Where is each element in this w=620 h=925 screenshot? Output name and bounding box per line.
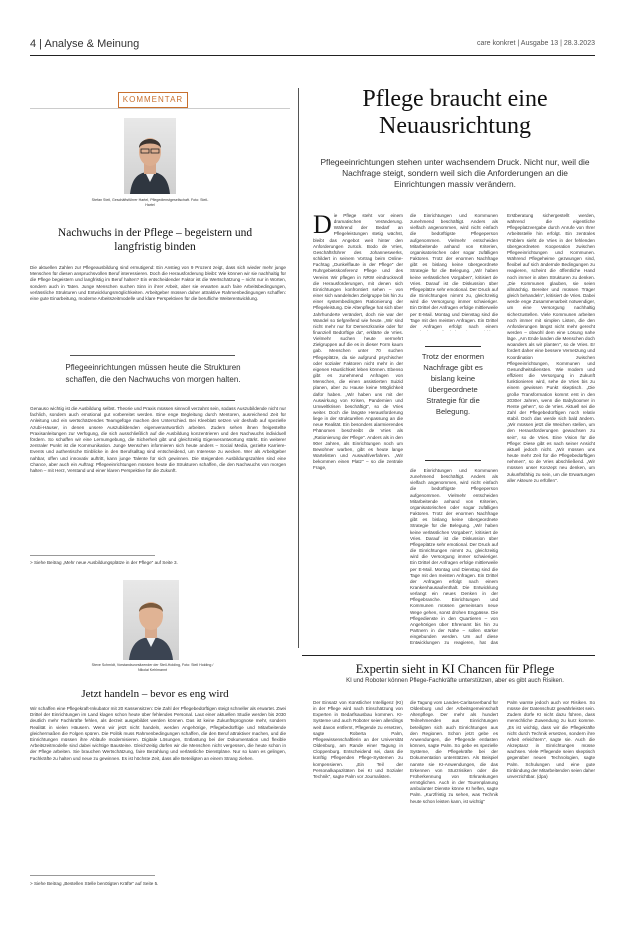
second-comment-headline: Jetzt handeln – bevor es eng wird <box>81 688 229 700</box>
main-article-col1-text: ie Pflege steht vor einem dramatischen Veränderung. Während der Bedarf an Pflegeleistungen stetig wächst, bleibt das Angebot weit hinter den Anforderungen zurück. Bodo de Vries, Geschäftsführer des Johanneswerks, schildert in seinem Vortrag beim Online-Fachtag „Dunkelflaute in der Pflege" der Ruhrgebietskonferenz Pflege und des Vereins Wir pflegen in NRW eindrucksvoll die Herausforderungen, mit denen sich Einrichtungen konfrontiert sehen – von einer sich wandelnden Zielgruppe bis hin zu einer systembedingten Rationierung der Pflegeleistung. Die Altenpflege hat sich über Jahrhunderte verändert, doch nie war der Wandel so tiefgreifend wie heute. „Wir sind nicht mehr nur für Demenzkranke oder für finanziell Bedürftige da", erklärte de Vries. Vielmehr suchen heute vermehrt Zielgruppen auf die es in dieser Form kaum gab. Menschen unter 70 suchen Pflegeplätze, da sie aufgrund psychischer oder sozialer Faktoren nicht mehr in der eigenen Häuslichkeit leben können. Ebenso gibt es zunehmend Anfragen von Menschen, die einen assistierten Suizid planen, aber zu Hause keine Möglichkeit dafür haben. „Wir haben uns mit der Auswirkung von Krisen, Pandemien und Umweltkrisen beschäftigt", so de Vries weiter. Doch die längste Herausforderung liege in der strukturellen Anpassung an die neue Realität. Ein besonders alarmierendes Phänomen beschreibt de Vries als „Rationierung der Pflege". Anders als in den 90er Jahren, als Einrichtungen noch um Bewohner warben, gibt es heute lange Wartelisten und Auswahlverfahren. „Wir bekommen einen Platz" – so die zentrale Frage, <box>313 213 403 471</box>
ref-rule-2 <box>30 875 155 876</box>
main-article-column-2-top <box>410 213 498 331</box>
quote-rule-bottom <box>70 400 235 401</box>
main-article-col3-text: Erstberatung sichergestellt werden, während die eigentliche Pflegeplatzvergabe durch Anrufe von Ihrer Arbeitsstelle hin erfolgt. Ein zentrales Problem sieht de Vries in der fehlenden übergeordneten Kooperation zwischen Pflegeeinrichtungen und Kommunen. Während Pflegeheime gezwungen sind, flexibel auf sich ändernde Bedingungen zu reagieren, scheint die öffentliche Hand noch immer in alten Strukturen zu denken. „Die Kommunen glauben, sie seien allmächtig. Bereiter und müssen Träger gleich behandeln", kritisiert de Vries. Dabei werde enge Zusammenarbeit notwendiger, um eine Versorgung nachhaltig sicherzustellen. Viele Kommunen arbeiten noch immer mit simplen Listen, die den Anforderungen längst nicht mehr gerecht werden – obwohl dem eine Lösung nahe läge. „Am Ende landen die Menschen doch woanders als wir planten", so de Vries. Er fordert daher eine bessere Vernetzung und Koordination zwischen Pflegeeinrichtungen, Kommunen und Gesundheitsdiensten. Wie modern und effizient die Versorgung in Zukunft funktionieren wird, sehe de Vries bis zu einem gewissen Punkt skeptisch. „Die große Transformation kommt erst in den 2030er Jahren, wenn die Babyboomer in Rente gehen", so de Vries. Aktuell sei die Zahl der Pflegebedürftigen noch relativ stabil. Doch das werde sich bald ändern. „Wir müssen jetzt die Weichen stellen, um den Herausforderungen gewachsen zu sein", so de Vries. Eine Vision für die Pflege: Diese gibt es nach seiner Ansicht aktuell jedoch nicht. „Wir müssen uns heute mehr Zeit für die Pflegebedürftigen nehmen", so de Vries abschließend. „Wir müssen unser Konzept neu denken, um zukunftsfähig zu sein, um die Erwartungen aller Akteure zu erfüllen". <box>507 213 595 483</box>
kommentar-label: KOMMENTAR <box>118 92 188 108</box>
kommentar-paragraph-1: Die aktuellen Zahlen zur Pflegeausbildung sind ermutigend: Ein Anstieg von 9 Prozent zeigt, dass sich wieder mehr junge Menschen für diesen anspruchsvollen Beruf interessieren. Doch die Herausforderung bleibt: Wie können wir sie nachhaltig für die Pflege begeistern und langfristig im Beruf halten? Ein entscheidender Faktor ist die Wertschätzung – nicht nur in Worten, sondern auch in Taten. Junge Menschen suchen Sinn in ihrer Arbeit, aber sie erwarten auch faire Arbeitsbedingungen, verlässliche Strukturen und Entwicklungsmöglichkeiten. Arbeitgeber müssen daher attraktive Rahmenbedingungen schaffen: eine gute Einarbeitung, moderne Arbeitszeitmodelle und klare Perspektiven für die berufliche Weiterentwicklung. <box>30 265 286 302</box>
second-author-photo <box>123 580 179 660</box>
ki-article-title: Expertin sieht in KI Chancen für Pflege <box>355 662 555 676</box>
main-article-col2-text: die Einrichtungen und Kommunen zunehmend beschäftigt. Anders als vielfach angenommen, wird nicht einfach die bedürftigste Pflegeperson aufgenommen. Vielmehr entscheiden Mitarbeitende anhand von Kriterien, organisatorischen oder sogar zufälligen Faktoren. Trotz der enormen Nachfrage gibt es bislang keine übergeordnete Strategie für die Belegung. „Wir haben keine verlässlichen Vorgaben", kritisiert de Vries. Darauf ist die Diskussion über Pflegeplätze sehr emotional. Der Druck auf die Einrichtungen nimmt zu, gleichzeitig wird die Versorgung immer schwieriger. Ein Drittel der Anfragen erfolge mittlerweile per E-Mail. Montag und Dienstag sind die Tage mit den meisten Anfragen. Ein Drittel der Anfragen erfolgt nach einem <box>410 213 498 329</box>
dropcap: D <box>313 213 332 239</box>
author-photo <box>124 118 176 194</box>
page-header <box>30 38 595 52</box>
main-article-column-3 <box>507 213 595 646</box>
ki-article-subtitle: KI und Roboter können Pflege-Fachkräfte unterstützen, aber es gibt auch Risiken. <box>346 678 564 684</box>
quote-rule-top <box>70 355 235 356</box>
author-caption: Stefan Steil, Geschäftsführer Hartel, Pflegedienstgesellschaft. Foto: Steil-Hartel <box>91 198 209 207</box>
column-divider <box>298 88 299 648</box>
kommentar-paragraph-2: Genauso wichtig ist die Ausbildung selbst. Theorie und Praxis müssen sinnvoll verzahnt sein, sodass Auszubildende nicht nur fachlich, sondern auch emotional gut vorbereitet werden. Eine enge Begleitung durch Mentoren, ausreichend Zeit für Anleitung und ein wertschätzendes Teamgefüge machen den Unterschied. Bei Kleeblatt setzen wir deshalb auf spezielle Azubi-Häuser, in denen unsere Auszubildenden eigenverantwortlich arbeiten. Zudem sehen ihnen freigestellte Praxisanleitungen zur Verfügung, die sich ausschließlich auf die Ausbildung konzentrieren und den Nachwuchs individuell fördern. So schaffen wir eine Lernumgebung, die Sicherheit gibt und gleichzeitig Eigenverantwortung stärkt. Ein weiterer zentraler Punkt ist die Kommunikation. Junge Menschen informieren sich heute anders – Social Media, gezielte Karriere-Events und authentische Einblicke in den Berufsalltag sind entscheidend, um Interesse zu wecken. Wer als Arbeitgeber nahbar, offen und innovativ auftritt, kann junge Talente für sich gewinnen. Die steigenden Ausbildungszahlen sind eine Chance, aber auch ein Auftrag: Pflegeeinrichtungen müssen heute die Strukturen schaffen, die den Nachwuchs von morgen halten – mit Herz, Verstand und einer klaren Perspektive für die Zukunft. <box>30 406 286 474</box>
kommentar-rule <box>30 108 290 109</box>
main-article-col2-text-continued: die Einrichtungen und Kommunen zunehmend beschäftigt. Anders als vielfach angenommen, wird nicht einfach die bedürftigste Pflegeperson aufgenommen. Vielmehr entscheiden Mitarbeitende anhand von Kriterien, organisatorischen oder sogar zufälligen Faktoren. Trotz der enormen Nachfrage gibt es bislang keine übergeordnete Strategie für die Belegung. „Wir haben keine verlässlichen Vorgaben", kritisiert de Vries. Darauf ist die Diskussion über Pflegeplätze sehr emotional. Der Druck auf die Einrichtungen nimmt zu, gleichzeitig wird die Versorgung immer schwieriger. Ein Drittel der Anfragen erfolge mittlerweile per E-Mail. Montag und Dienstag sind die Tage mit den meisten Anfragen. Ein Drittel der Anfragen erfolgt nach einem Krankenhausaufenthalt. Die Entwicklung verlangt ein neues Denken in der Pflegebranche. Einrichtungen und Kommunen müssen gemeinsam neue Wege gehen, sonst drohen Engpässe. Die Pflegedienste in den Quartieren – von Angehörigen über Ehrenamt bis hin zu Partnern in der Nähe – sollen stärker eingebunden werden. Um auf diese Entwicklungen zu reagieren, hat das <box>410 468 498 646</box>
kommentar-headline: Nachwuchs in der Pflege – begeistern und langfristig binden <box>57 227 253 253</box>
ki-article-column-1: Der Einsatz von Künstlicher Intelligenz (KI) in der Pflege wird nach Einschätzung von Experten in Bedarfsausbau kommen. KI-Systeme und auch Roboter seien allerdings weit davon entfernt, Pflegende zu ersetzen, sagte Roberta Palm, Pflegewissenschaftlerin an der Universität Oldenburg, am Rande einer Tagung in Cloppenburg. Entscheidend sei, dass die künftig Pflegenden Pflege-Systemen zu kompensieren. „Ein Teil der Personalkapazitäten bei KI und Sozialer Technik", sagte Palm vor Journalisten. <box>313 700 403 779</box>
kommentar-quote: Pflegeeinrichtungen müssen heute die Strukturen schaffen, die den Nachwuchs von morgen halten. <box>65 363 241 384</box>
pull-quote: Trotz der enormen Nachfrage gibt es bislang keine übergeordnete Strategie für die Belegung. <box>421 352 485 416</box>
main-article-title: Pflege braucht eine Neuausrichtung <box>362 86 548 139</box>
main-article-column-1 <box>313 213 403 646</box>
main-article-lead: Pflegeeinrichtungen stehen unter wachsendem Druck. Nicht nur, weil die Nachfrage steigt, sondern weil sich die Anforderungen an die Einrichtungen massiv verändern. <box>320 157 590 189</box>
second-comment-reference: > Siehe Beitrag „Bestellen Stelle benötigten Kräfte" auf Seite 5. <box>30 881 159 886</box>
kommentar-reference: > Siehe Beitrag „Mehr neue Ausbildungsplätze in der Pflege" auf Seite 3. <box>30 560 178 565</box>
pull-quote-rule-bottom <box>425 460 481 461</box>
second-comment-body: Wir schaffen eine Pflegekraft-Inkubator mit 20 Kassensitzen: Die Zahl der Pflegebedürftigen steigt schneller als erwartet. Zwei Drittel der Einrichtungen im Land klagen schon heute über fehlendes Personal. Laut einer aktuellen Studie werden bis 2030 deutlich mehr Fachkräfte fehlen, als derzeit ausgebildet werden können. Das ist keine Zukunftsprognose mehr, sondern Realität in vielen Häusern. Wenn wir jetzt nicht handeln, werden Angehörige, Pflegebedürftige und Mitarbeitende gleichermaßen die Folgen spüren. Die Politik muss Rahmenbedingungen schaffen, die den Beruf attraktiver machen, und die Einrichtungen müssen ihre Abläufe modernisieren. Digitale Lösungen, Entlastung bei der Dokumentation und flexible Arbeitszeitmodelle sind dabei wichtige Bausteine. Gleichzeitig dürfen wir die Menschen nicht vergessen, die heute schon in der Pflege arbeiten. Sie brauchen Wertschätzung, faire Bezahlung und verlässliche Dienstpläne. Nur so kann es gelingen, Fachkräfte zu halten und neue zu gewinnen. Es ist höchste Zeit, dass alle Beteiligten an einem Strang ziehen. <box>30 706 286 761</box>
ref-rule <box>30 555 155 556</box>
header-rule <box>30 55 595 56</box>
portrait-graphic <box>124 118 176 194</box>
ki-article-column-3: Palm warnte jedoch auch vor Risiken. So müsse der Datenschutz gewährleistet sein. Zudem dürfe KI nicht dazu führen, dass menschliche Zuwendung zu kurz komme. „Es ist wichtig, dass wir die Pflegekräfte nicht durch Technik ersetzen, sondern ihre Arbeit erleichtern", sagte sie. Auch die Akzeptanz in Einrichtungen müsse wachsen. Viele Pflegende seien skeptisch gegenüber neuen Technologien, sagte Palm. Schulungen und eine gute Einbindung der Mitarbeitenden seien daher unverzichtbar. (dpa) <box>507 700 595 779</box>
main-article-column-2-bottom <box>410 468 498 646</box>
portrait-graphic-2 <box>123 580 179 660</box>
ki-article-column-2: die Tagung vom Landes-Caritasverband für Oldenburg und der Arbeitsgemeinschaft Altenpflege. Der mehr als hundert Teilnehmenden aus Einrichtungen beteiligten sich auch Einrichtungen aus den Regionen. Schon jetzt gebe es Anwendungen, die Pflegende entlasten können, sagte Palm. So gebe es spezielle Systeme, die Pflegekräfte bei der Dokumentation unterstützen. Als Beispiel nannte sie KI-Anwendungen, die das Erkennen von Sturzrisiken oder die Früherkennung von Erkrankungen ermöglichen. Auch in der Tourenplanung ambulanter Dienste könne KI helfen, sagte Palm. „Kurzfristig zu sehen, was Technik heute schon leisten kann, ist wichtig" <box>410 700 498 804</box>
section-label: 4 | Analyse & Meinung <box>30 38 140 50</box>
issue-info: care konkret | Ausgabe 13 | 28.3.2023 <box>476 40 595 47</box>
bottom-section-rule <box>302 655 595 656</box>
pull-quote-rule-top <box>425 346 481 347</box>
second-author-caption: Steve Schmidt, Vorstandsvorsitzender der Steil-Holding, Foto: Steil Holding / Nikolai Kehlmannt <box>91 663 214 672</box>
